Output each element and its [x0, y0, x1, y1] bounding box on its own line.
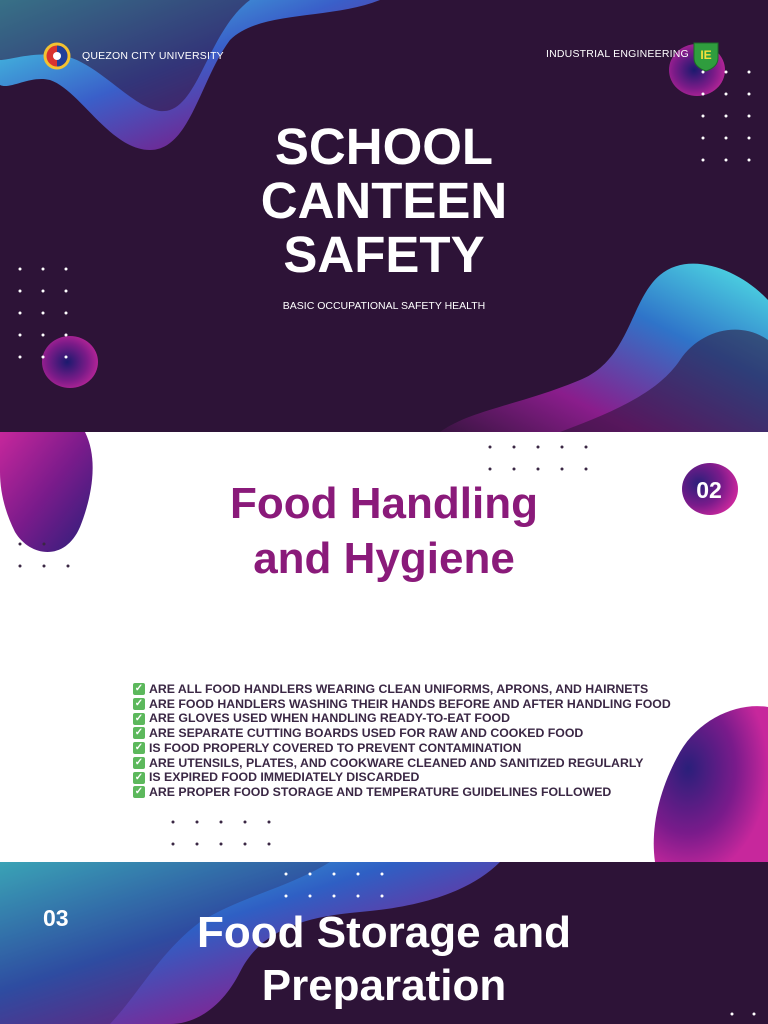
title-line-1: Food Handling — [230, 479, 538, 528]
hygiene-checklist — [133, 682, 671, 800]
title-line-1: Food Storage and — [197, 908, 571, 957]
checklist-item-text: ARE ALL FOOD HANDLERS WEARING CLEAN UNIFORMS, APRONS, AND HAIRNETS — [149, 682, 649, 696]
checklist-item — [133, 697, 671, 712]
checklist-item-text: ARE PROPER FOOD STORAGE AND TEMPERATURE GUIDELINES FOLLOWED — [149, 784, 612, 799]
slide-title-heading — [0, 120, 768, 282]
check-mark-icon: ✓ — [134, 786, 144, 798]
section-number-badge: 02 — [696, 477, 722, 503]
check-mark-icon: ✓ — [134, 742, 144, 754]
checklist-item — [133, 770, 671, 785]
checklist-item-text: IS EXPIRED FOOD IMMEDIATELY DISCARDED — [149, 770, 420, 785]
section-title — [0, 906, 768, 1012]
slide-title — [0, 0, 768, 432]
checklist-item — [133, 682, 671, 697]
slide-food-storage — [0, 862, 768, 1024]
title-line-3: SAFETY — [283, 226, 485, 283]
university-name: QUEZON CITY UNIVERSITY — [82, 50, 224, 62]
check-mark-icon: ✓ — [134, 683, 144, 695]
orb-left — [42, 336, 98, 388]
dot-grid-bottom — [172, 821, 271, 846]
title-line-2: CANTEEN — [260, 172, 508, 229]
section-title — [0, 476, 768, 586]
department-logo-text: IE — [700, 48, 712, 62]
check-mark-icon: ✓ — [134, 712, 144, 724]
checklist-item — [133, 711, 671, 726]
checklist-item-text: ARE GLOVES USED WHEN HANDLING READY-TO-EAT FOOD — [149, 711, 510, 726]
blob-right — [654, 706, 768, 862]
title-line-1: SCHOOL — [274, 118, 494, 175]
checklist-item-text: ARE FOOD HANDLERS WASHING THEIR HANDS BEFORE AND AFTER HANDLING FOOD — [149, 696, 671, 711]
checklist-item-text: ARE SEPARATE CUTTING BOARDS USED FOR RAW AND COOKED FOOD — [149, 726, 584, 741]
university-seal-icon — [43, 42, 71, 70]
department-name: INDUSTRIAL ENGINEERING — [546, 48, 689, 60]
check-mark-icon: ✓ — [134, 771, 144, 783]
checklist-item-text: ARE UTENSILS, PLATES, AND COOKWARE CLEANED AND SANITIZED REGULARLY — [149, 755, 644, 770]
slide-food-handling — [0, 432, 768, 862]
checklist-item — [133, 726, 671, 741]
checklist-item — [133, 785, 671, 800]
checklist-item — [133, 756, 671, 771]
dot-grid-corner — [731, 1013, 756, 1016]
department-logo — [690, 40, 722, 72]
check-mark-icon: ✓ — [134, 698, 144, 710]
check-mark-icon: ✓ — [134, 727, 144, 739]
title-line-2: and Hygiene — [253, 534, 515, 583]
slide-subtitle: BASIC OCCUPATIONAL SAFETY HEALTH — [282, 300, 486, 312]
title-line-2: Preparation — [261, 961, 507, 1010]
dot-grid-top — [489, 446, 588, 471]
section-number: 03 — [43, 905, 69, 931]
checklist-item-text: IS FOOD PROPERLY COVERED TO PREVENT CONTAMINATION — [149, 740, 522, 755]
check-mark-icon: ✓ — [134, 756, 144, 768]
checklist-item — [133, 741, 671, 756]
